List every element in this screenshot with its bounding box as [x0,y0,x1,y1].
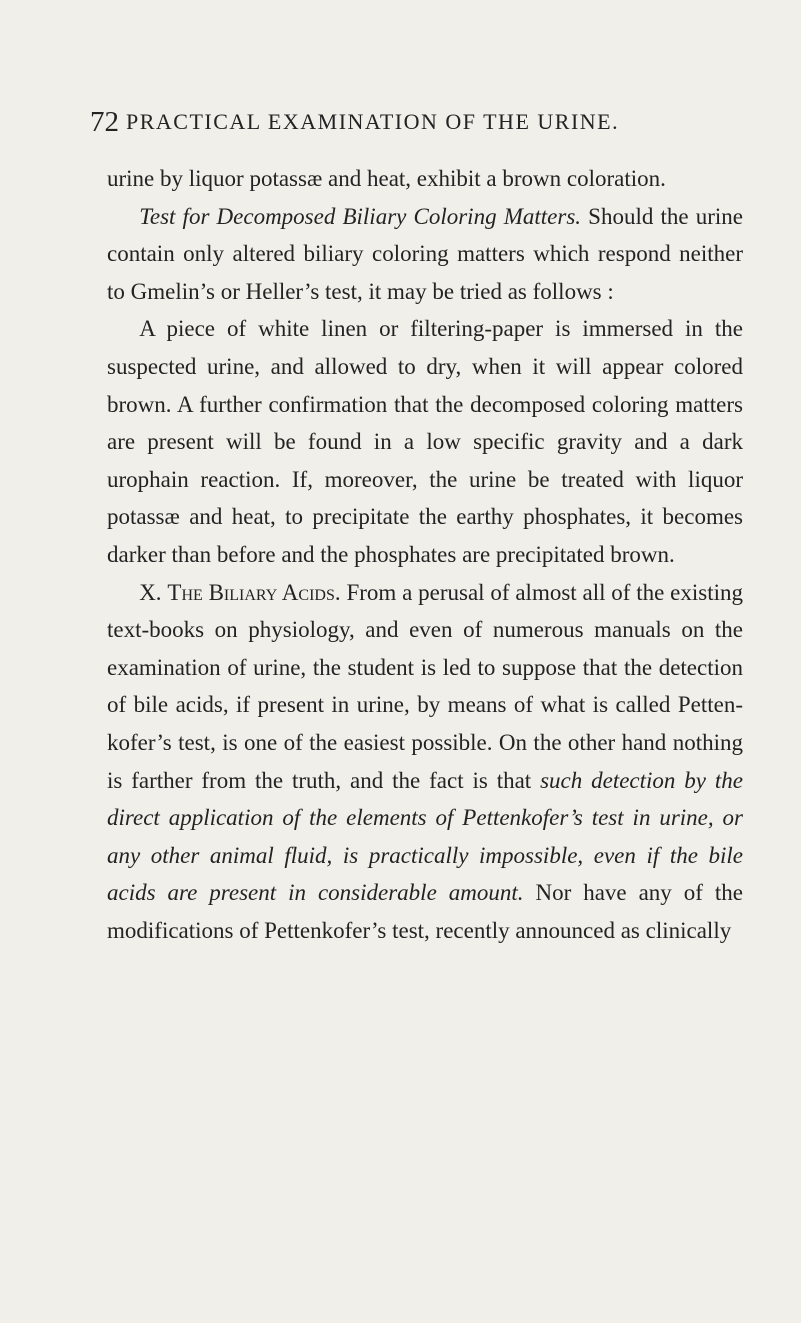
paragraph-4-italic-emphasis: such detection by the direct application of the elements of Pettenkofer’s test in urine, or any other animal fluid, is practically impossible, even if the bile acids are present in considerable amount. [107,767,743,906]
paragraph-2 [107,198,743,311]
running-title: PRACTICAL EXAMINATION OF THE URINE. [126,109,620,134]
paragraph-3 [107,310,743,573]
running-head [90,104,770,140]
paragraph-4 [107,574,743,950]
body-text [107,160,743,949]
section-heading-biliary-acids: The Biliary Acids. [167,579,341,605]
paragraph-1 [107,160,743,198]
paragraph-2-text: Should the urine contain only altered biliary coloring matters which respond neither to Gmelin’s or Heller’s test, it may be tried as follows : [107,203,743,304]
section-heading-decomposed-matters: Test for Decomposed Biliary Coloring Matters. [139,203,582,229]
section-numeral: X. [139,579,162,605]
paragraph-4-text-1: From a perusal of almost all of the existing text-books on physiology, and even of numerous manuals on the examination of urine, the student is led to suppose that the detection of bile acids, if present in urine, by means of what is called Petten-kofer’s test, is one of the easiest possible. On the other hand nothing is farther from the truth, and the fact is that [107,579,744,793]
page-number: 72 [90,106,119,138]
paragraph-4-text-2: Nor have any of the modifications of Pettenkofer’s test, recently announced as clinically [107,880,743,943]
paragraph-1-text: urine by liquor potassæ and heat, exhibit a brown coloration. [107,166,666,191]
paragraph-3-text: A piece of white linen or filtering-paper is immersed in the suspected urine, and allowed to dry, when it will appear colored brown. A further confirmation that the decomposed coloring matters are present will be found in a low specific gravity and a dark urophain reaction. If, moreover, the urine be treated with liquor potassæ and heat, to precipitate the earthy phosphates, it becomes darker than before and the phosphates are precipitated brown. [107,316,743,567]
